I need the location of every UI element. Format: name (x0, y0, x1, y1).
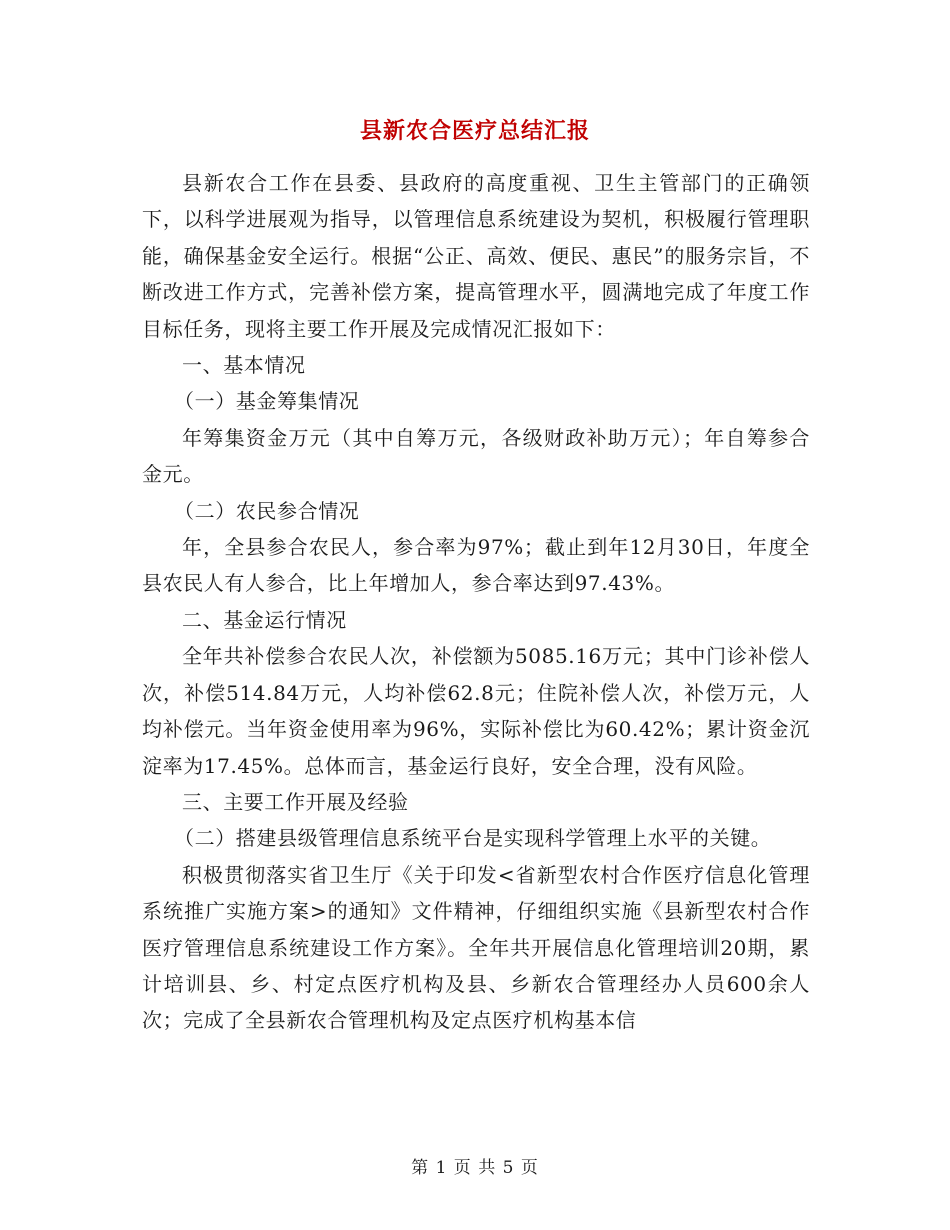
section-heading-basic: 一、基本情况 (182, 353, 306, 378)
paragraph-fund-raising: 年筹集资金万元（其中自筹万元，各级财政补助万元）；年自筹参合金元。 (142, 425, 810, 487)
paragraph-intro: 县新农合工作在县委、县政府的高度重视、卫生主管部门的正确领下，以科学进展观为指导，以管理信息系统建设为契机，积极履行管理职能，确保基金安全运行。根据“公正、高效、便民、惠民”的服务宗旨，不断改进工作方式，完善补偿方案，提高管理水平，圆满地完成了年度工作目标任务，现将主要工作开展及完成情况汇报如下： (142, 171, 810, 341)
footer-label-page: 第 (411, 1158, 430, 1178)
section-heading-fund-operation: 二、基金运行情况 (182, 607, 347, 632)
paragraph-fund-operation: 全年共补偿参合农民人次，补偿额为5085.16万元；其中门诊补偿人次，补偿514.84万元，人均补偿62.8元；住院补偿人次，补偿万元，人均补偿元。当年资金使用率为96%，实际补偿比为60.42%；累计资金沉淀率为17.45%。总体而言，基金运行良好，安全合理，没有风险。 (142, 644, 810, 778)
footer-current-page: 1 (435, 1158, 448, 1178)
subsection-heading-participation: （二）农民参合情况 (174, 498, 360, 523)
paragraph-participation: 年，全县参合农民人，参合率为97%；截止到年12月30日，年度全县农民人有人参合，比上年增加人，参合率达到97.43%。 (142, 535, 810, 596)
section-heading-main-work: 三、主要工作开展及经验 (182, 789, 409, 814)
footer-label-total-unit: 页 (520, 1158, 539, 1178)
document-body (142, 165, 810, 1039)
page-footer (0, 1153, 950, 1178)
document-title: 县新农合医疗总结汇报 (359, 118, 590, 144)
subsection-heading-info-system: （二）搭建县级管理信息系统平台是实现科学管理上水平的关键。 (174, 826, 772, 851)
footer-label-total: 共 (478, 1158, 497, 1178)
footer-label-page-unit: 页 (453, 1158, 472, 1178)
footer-total-pages: 5 (502, 1158, 515, 1178)
subsection-heading-fund-raising: （一）基金筹集情况 (174, 389, 360, 414)
paragraph-info-system: 积极贯彻落实省卫生厅《关于印发<省新型农村合作医疗信息化管理系统推广实施方案>的通知》文件精神，仔细组织实施《县新型农村合作医疗管理信息系统建设工作方案》。全年共开展信息化管理培训20期，累计培训县、乡、村定点医疗机构及县、乡新农合管理经办人员600余人次；完成了全县新农合管理机构及定点医疗机构基本信 (142, 862, 810, 1033)
